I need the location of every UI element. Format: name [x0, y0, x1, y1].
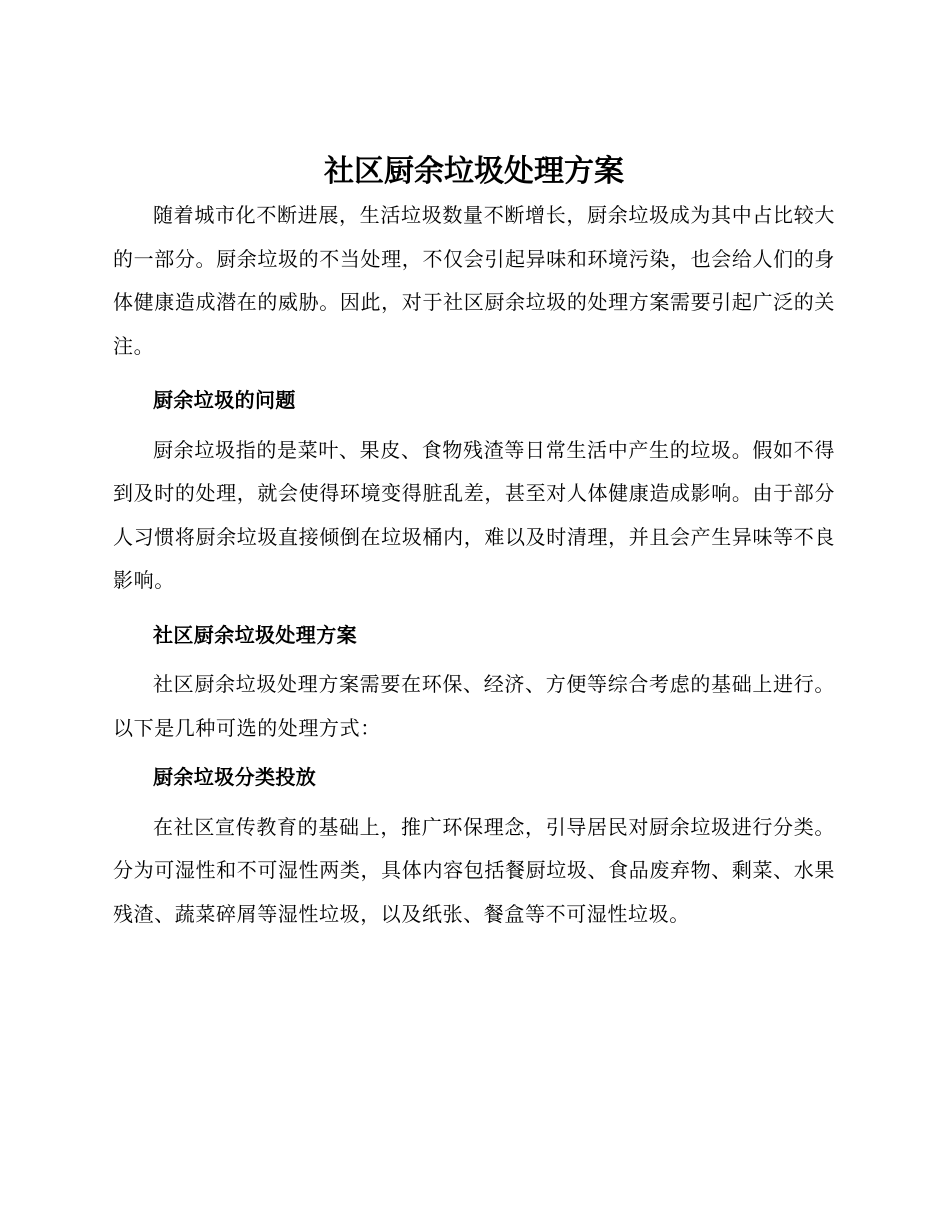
section-body-plan: 社区厨余垃圾处理方案需要在环保、经济、方便等综合考虑的基础上进行。以下是几种可选的处理方式：: [113, 672, 835, 740]
section-body-sorting: 在社区宣传教育的基础上，推广环保理念，引导居民对厨余垃圾进行分类。分为可湿性和不可湿性两类，具体内容包括餐厨垃圾、食品废弃物、剩菜、水果残渣、蔬菜碎屑等湿性垃圾，以及纸张、餐盒等不可湿性垃圾。: [113, 814, 835, 926]
section-heading-problem: 厨余垃圾的问题: [153, 388, 296, 412]
document-title: 社区厨余垃圾处理方案: [324, 154, 624, 189]
section-heading-plan: 社区厨余垃圾处理方案: [153, 622, 357, 647]
intro-paragraph: 随着城市化不断进展，生活垃圾数量不断增长，厨余垃圾成为其中占比较大的一部分。厨余垃圾的不当处理，不仅会引起异味和环境污染，也会给人们的身体健康造成潜在的威胁。因此，对于社区厨余垃圾的处理方案需要引起广泛的关注。: [113, 203, 835, 358]
document-body: [113, 150, 835, 936]
spacer: [113, 603, 835, 614]
spacer: [113, 368, 835, 379]
section-body-problem: 厨余垃圾指的是菜叶、果皮、食物残渣等日常生活中产生的垃圾。假如不得到及时的处理，就会使得环境变得脏乱差，甚至对人体健康造成影响。由于部分人习惯将厨余垃圾直接倾倒在垃圾桶内，难以及时清理，并且会产生异味等不良影响。: [113, 437, 835, 592]
section-heading-sorting: 厨余垃圾分类投放: [153, 765, 317, 789]
